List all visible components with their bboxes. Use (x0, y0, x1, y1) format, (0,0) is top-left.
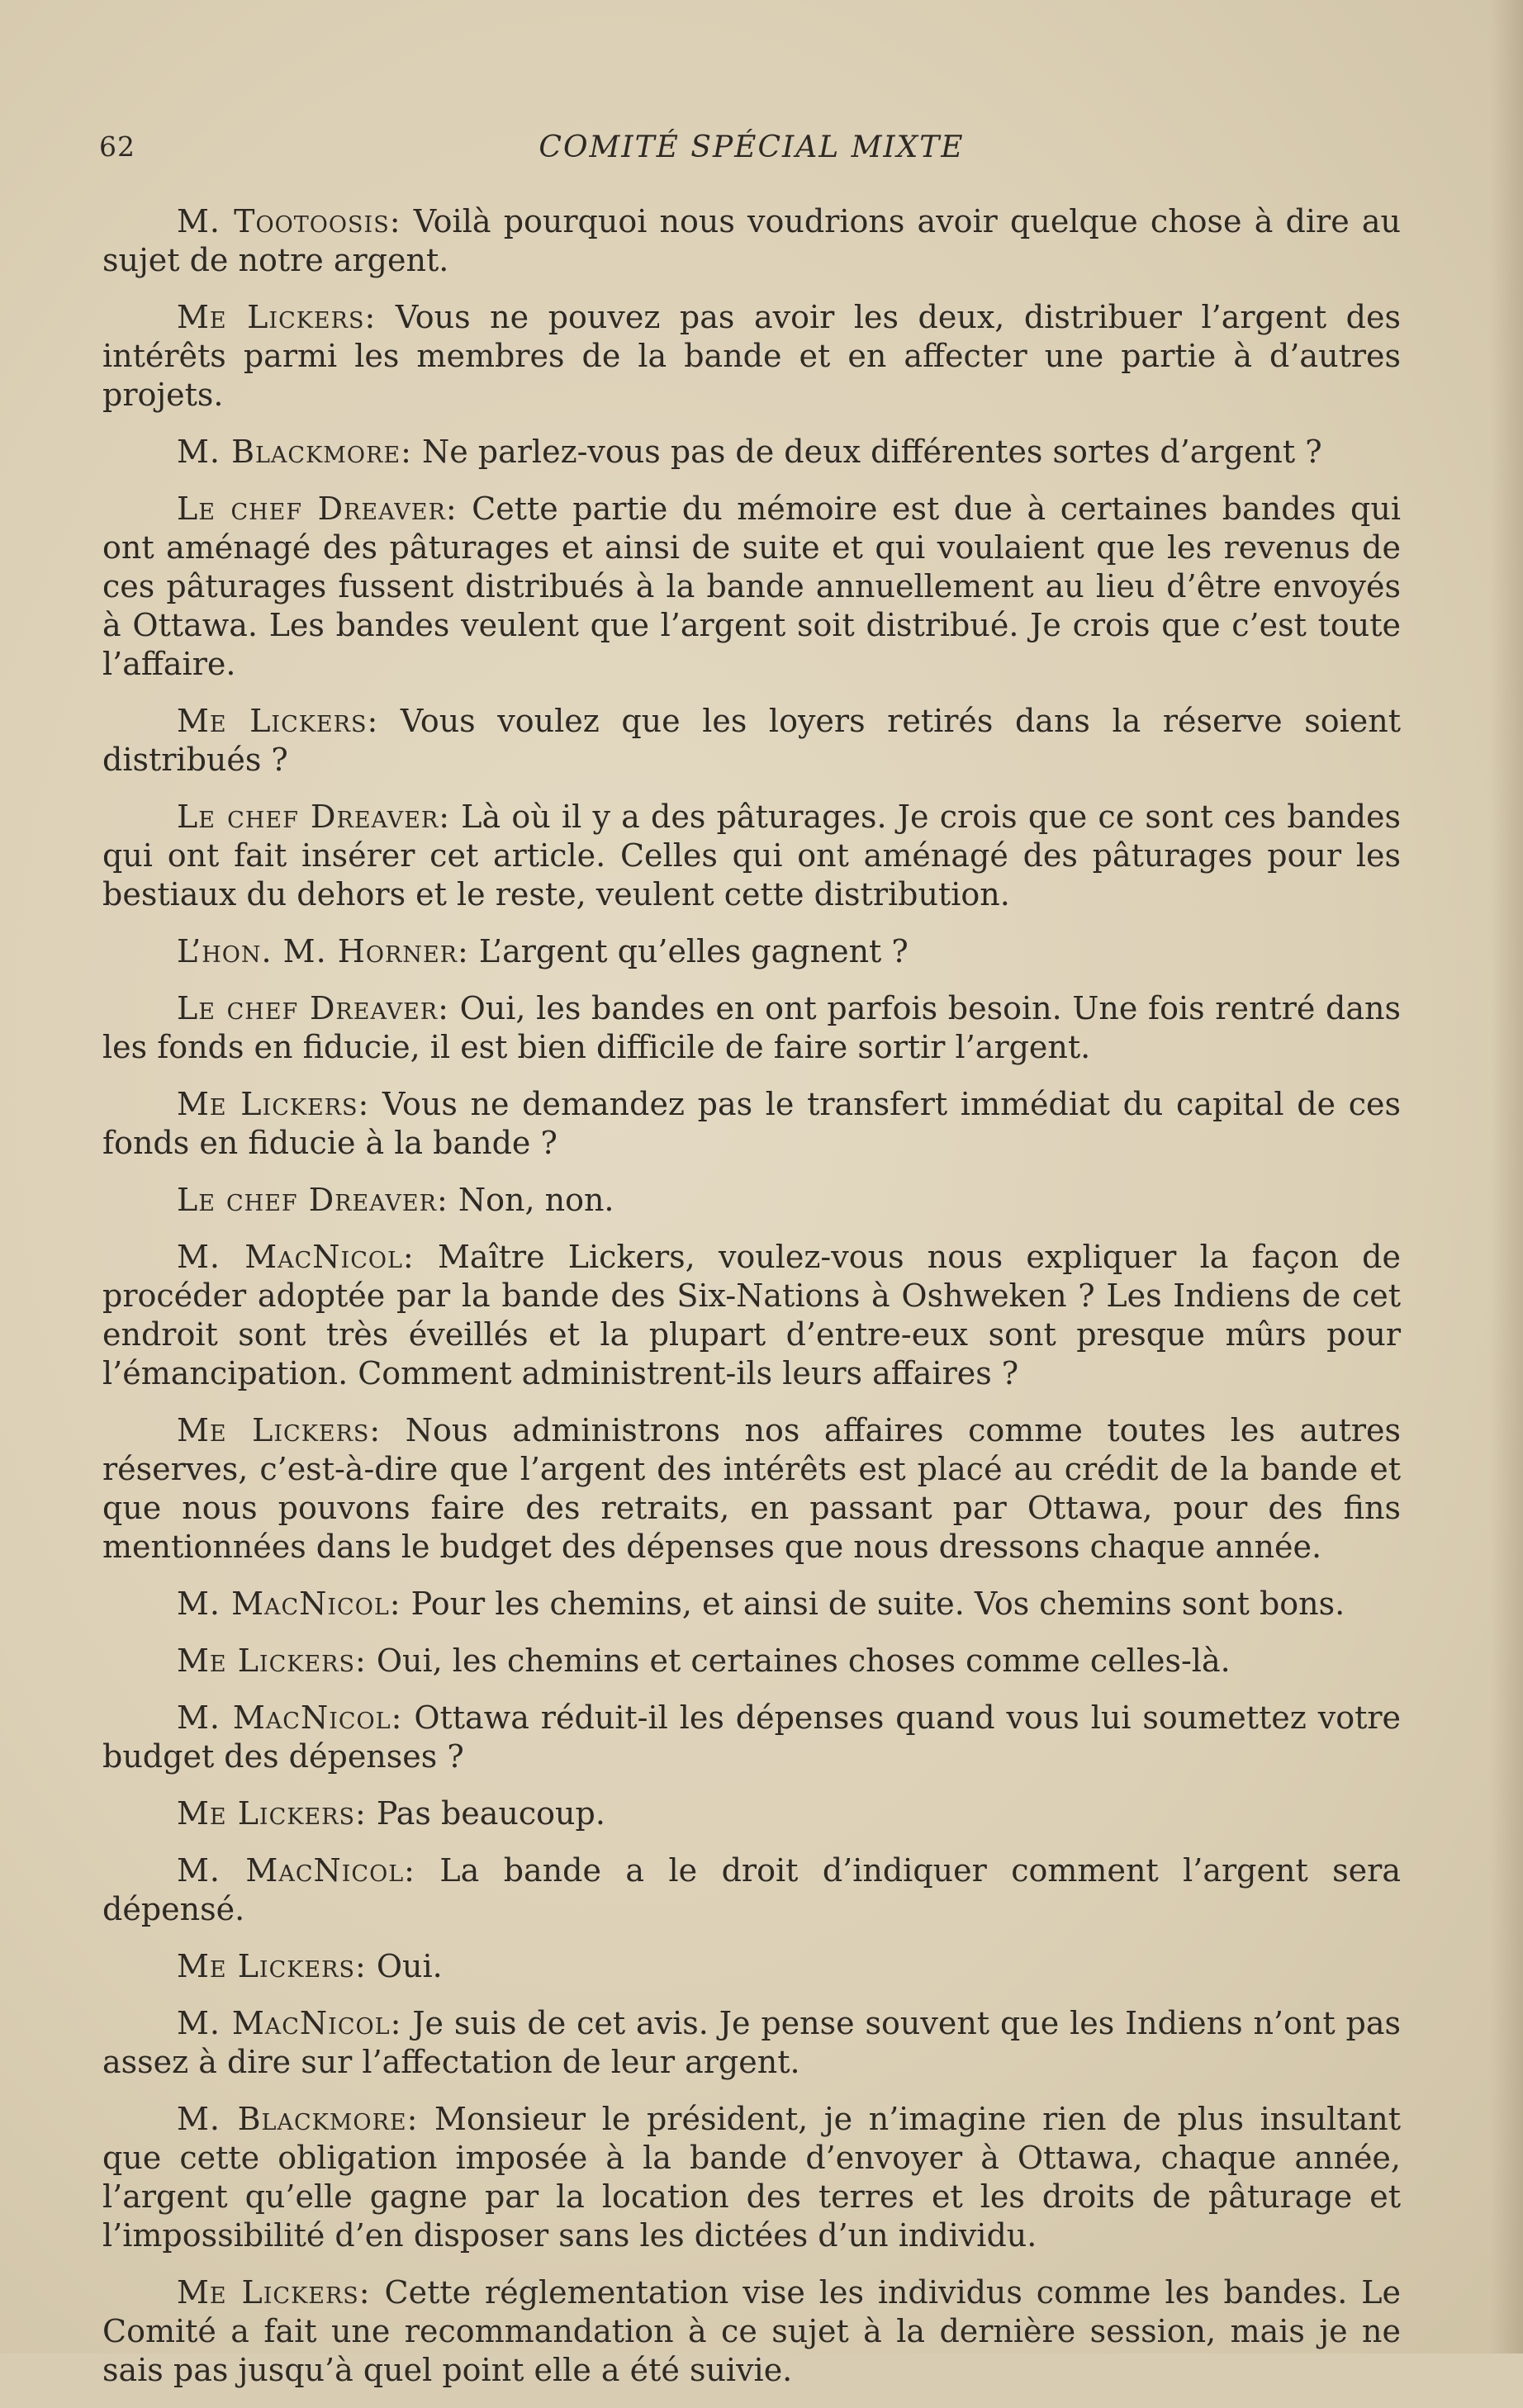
dialogue-paragraph (102, 1585, 1401, 1624)
speech-text: Cette partie du mémoire est due à certaines bandes qui ont aménagé des pâturages et ainsi de suite et qui voulaient que les revenus de ces pâturages fussent distribués à la bande annuellement au lieu d’être envoyés à Ottawa. Les bandes veulent que l’argent soit distribué. Je crois que c’est toute l’affaire. (102, 491, 1401, 682)
dialogue-paragraph (102, 932, 1401, 971)
speaker-name: Me Lickers: (177, 1948, 367, 1984)
speech-text: Non, non. (458, 1182, 614, 1218)
dialogue-paragraph (102, 1411, 1401, 1567)
speech-text: Maître Lickers, voulez-vous nous expliquer la façon de procéder adoptée par la bande des Six-Nations à Oshweken ? Les Indiens de cet endroit sont très éveillés et la plupart d’entre-eux sont presque mûrs pour l’émancipation. Comment administrent-ils leurs affaires ? (102, 1239, 1401, 1391)
speaker-name: Me Lickers: (177, 1795, 367, 1832)
speech-text: Ottawa réduit-il les dépenses quand vous lui soumettez votre budget des dépenses ? (102, 1699, 1401, 1775)
speech-text: Je suis de cet avis. Je pense souvent que les Indiens n’ont pas assez à dire sur l’affectation de leur argent. (102, 2005, 1401, 2080)
speaker-name: L’hon. M. Horner: (177, 933, 469, 969)
speaker-name: M. MacNicol: (177, 1852, 415, 1889)
speech-text: Pas beaucoup. (376, 1795, 605, 1832)
speaker-name: Me Lickers: (177, 1642, 367, 1679)
dialogue-paragraph (102, 702, 1401, 780)
speech-text: Cette réglementation vise les individus comme les bandes. Le Comité a fait une recommandation à ce sujet à la dernière session, mais je ne sais pas jusqu’à quel point elle a été suivie. (102, 2274, 1401, 2388)
dialogue-paragraph (102, 490, 1401, 684)
running-header (99, 130, 1404, 172)
dialogue-paragraph (102, 1851, 1401, 1929)
speaker-name: M. MacNicol: (177, 1239, 415, 1275)
speaker-name: M. Blackmore: (177, 2101, 419, 2137)
speaker-name: M. MacNicol: (177, 1699, 403, 1736)
speaker-name: Le chef Dreaver: (177, 990, 449, 1026)
dialogue-paragraph (102, 2004, 1401, 2082)
speech-text: Voilà pourquoi nous voudrions avoir quelque chose à dire au sujet de notre argent. (102, 203, 1401, 278)
speech-text: L’argent qu’elles gagnent ? (478, 933, 909, 969)
speaker-name: M. MacNicol: (177, 2005, 402, 2041)
speaker-name: Le chef Dreaver: (177, 491, 458, 527)
speech-text: Là où il y a des pâturages. Je crois que ce sont ces bandes qui ont fait insérer cet article. Celles qui ont aménagé des pâturages pour les bestiaux du dehors et le reste, veulent cette distribution. (102, 799, 1402, 912)
page-number: 62 (99, 130, 135, 163)
speaker-name: Me Lickers: (177, 2274, 371, 2311)
speech-text: Monsieur le président, je n’imagine rien de plus insultant que cette obligation imposée à la bande d’envoyer à Ottawa, chaque année, l’argent qu’elle gagne par la location des terres et les droits de pâturage et l’impossibilité d’en disposer sans les dictées d’un individu. (102, 2101, 1401, 2254)
speech-text: La bande a le droit d’indiquer comment l’argent sera dépensé. (102, 1852, 1401, 1927)
speaker-name: M. Blackmore: (177, 434, 412, 470)
speaker-name: Me Lickers: (177, 1412, 382, 1448)
dialogue-paragraph (102, 433, 1401, 472)
speaker-name: Me Lickers: (177, 703, 379, 739)
transcript-body (102, 202, 1401, 2408)
dialogue-paragraph (102, 298, 1401, 415)
speaker-name: M. MacNicol: (177, 1586, 401, 1622)
dialogue-paragraph (102, 989, 1401, 1067)
speech-text: Nous administrons nos affaires comme toutes les autres réserves, c’est-à-dire que l’argent des intérêts est placé au crédit de la bande et que nous pouvons faire des retraits, en passant par Ottawa, pour des fins mentionnées dans le budget des dépenses que nous dressons chaque année. (102, 1412, 1402, 1565)
dialogue-paragraph (102, 202, 1401, 280)
speaker-name: M. Tootoosis: (177, 203, 401, 239)
speech-text: Vous ne pouvez pas avoir les deux, distribuer l’argent des intérêts parmi les membres de la bande et en affecter une partie à d’autres projets. (102, 299, 1401, 413)
speech-text: Vous voulez que les loyers retirés dans la réserve soient distribués ? (102, 703, 1402, 778)
dialogue-paragraph (102, 1181, 1401, 1220)
speech-text: Oui. (376, 1948, 443, 1984)
dialogue-paragraph (102, 1947, 1401, 1986)
speech-text: Ne parlez-vous pas de deux différentes sortes d’argent ? (421, 434, 1322, 470)
dialogue-paragraph (102, 798, 1401, 914)
speech-text: Pour les chemins, et ainsi de suite. Vos chemins sont bons. (410, 1586, 1345, 1622)
page-edge-shadow (1490, 0, 1523, 2353)
speaker-name: Le chef Dreaver: (177, 1182, 448, 1218)
running-title: COMITÉ SPÉCIAL MIXTE (539, 130, 965, 164)
dialogue-paragraph (102, 1642, 1401, 1680)
speaker-name: Me Lickers: (177, 1086, 370, 1122)
speech-text: Oui, les chemins et certaines choses comme celles-là. (376, 1642, 1231, 1679)
dialogue-paragraph (102, 2100, 1401, 2255)
dialogue-paragraph (102, 1699, 1401, 1776)
dialogue-paragraph (102, 1794, 1401, 1833)
speech-text: Oui, les bandes en ont parfois besoin. Une fois rentré dans les fonds en fiducie, il est bien difficile de faire sortir l’argent. (102, 990, 1401, 1065)
dialogue-paragraph (102, 1085, 1401, 1163)
speech-text: Vous ne demandez pas le transfert immédiat du capital de ces fonds en fiducie à la bande ? (102, 1086, 1401, 1161)
speaker-name: Le chef Dreaver: (177, 799, 451, 835)
speaker-name: Me Lickers: (177, 299, 377, 335)
dialogue-paragraph (102, 1238, 1401, 1393)
dialogue-paragraph (102, 2273, 1401, 2390)
